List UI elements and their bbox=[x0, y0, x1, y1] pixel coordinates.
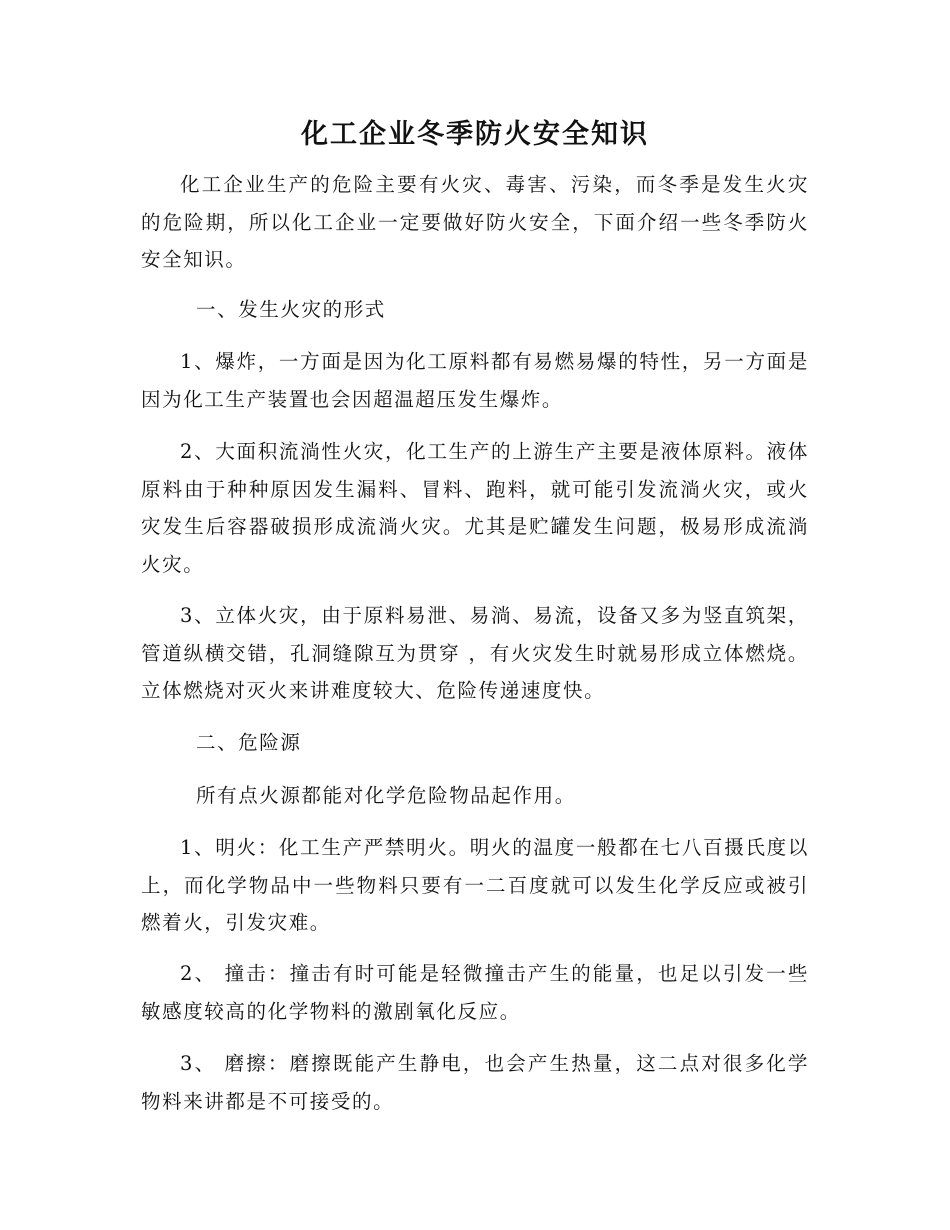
section-heading-hazard-sources: 二、危险源 bbox=[196, 731, 302, 754]
paragraph-3d-fire: 3、立体火灾，由于原料易泄、易淌、易流，设备又多为竖直筑架，管道纵横交错，孔洞缝隙互为贯穿 ，有火灾发生时就易形成立体燃烧。立体燃烧对灭火来讲难度较大、危险传递速度快。 bbox=[141, 604, 809, 702]
paragraph-impact: 2、 撞击：撞击有时可能是轻微撞击产生的能量，也足以引发一些敏感度较高的化学物料的激剧氧化反应。 bbox=[141, 962, 809, 1023]
paragraph-explosion: 1、爆炸，一方面是因为化工原料都有易燃易爆的特性，另一方面是因为化工生产装置也会因超温超压发生爆炸。 bbox=[141, 350, 809, 411]
intro-paragraph: 化工企业生产的危险主要有火灾、毒害、污染，而冬季是发生火灾的危险期，所以化工企业一定要做好防火安全，下面介绍一些冬季防火安全知识。 bbox=[141, 173, 809, 271]
paragraph-open-flame: 1、明火：化工生产严禁明火。明火的温度一般都在七八百摄氏度以上，而化学物品中一些物料只要有一二百度就可以发生化学反应或被引燃着火，引发灾难。 bbox=[141, 836, 809, 934]
document-title: 化工企业冬季防火安全知识 bbox=[301, 119, 649, 150]
section-heading-fire-forms: 一、发生火灾的形式 bbox=[196, 298, 386, 321]
paragraph-flowing-fire: 2、大面积流淌性火灾，化工生产的上游生产主要是液体原料。液体原料由于种种原因发生漏料、冒料、跑料，就可能引发流淌火灾，或火灾发生后容器破损形成流淌火灾。尤其是贮罐发生问题，极易形成流淌火灾。 bbox=[141, 440, 809, 576]
paragraph-friction: 3、 磨擦：磨擦既能产生静电，也会产生热量，这二点对很多化学物料来讲都是不可接受的。 bbox=[141, 1052, 809, 1113]
paragraph-ignition-sources: 所有点火源都能对化学危险物品起作用。 bbox=[196, 784, 576, 807]
